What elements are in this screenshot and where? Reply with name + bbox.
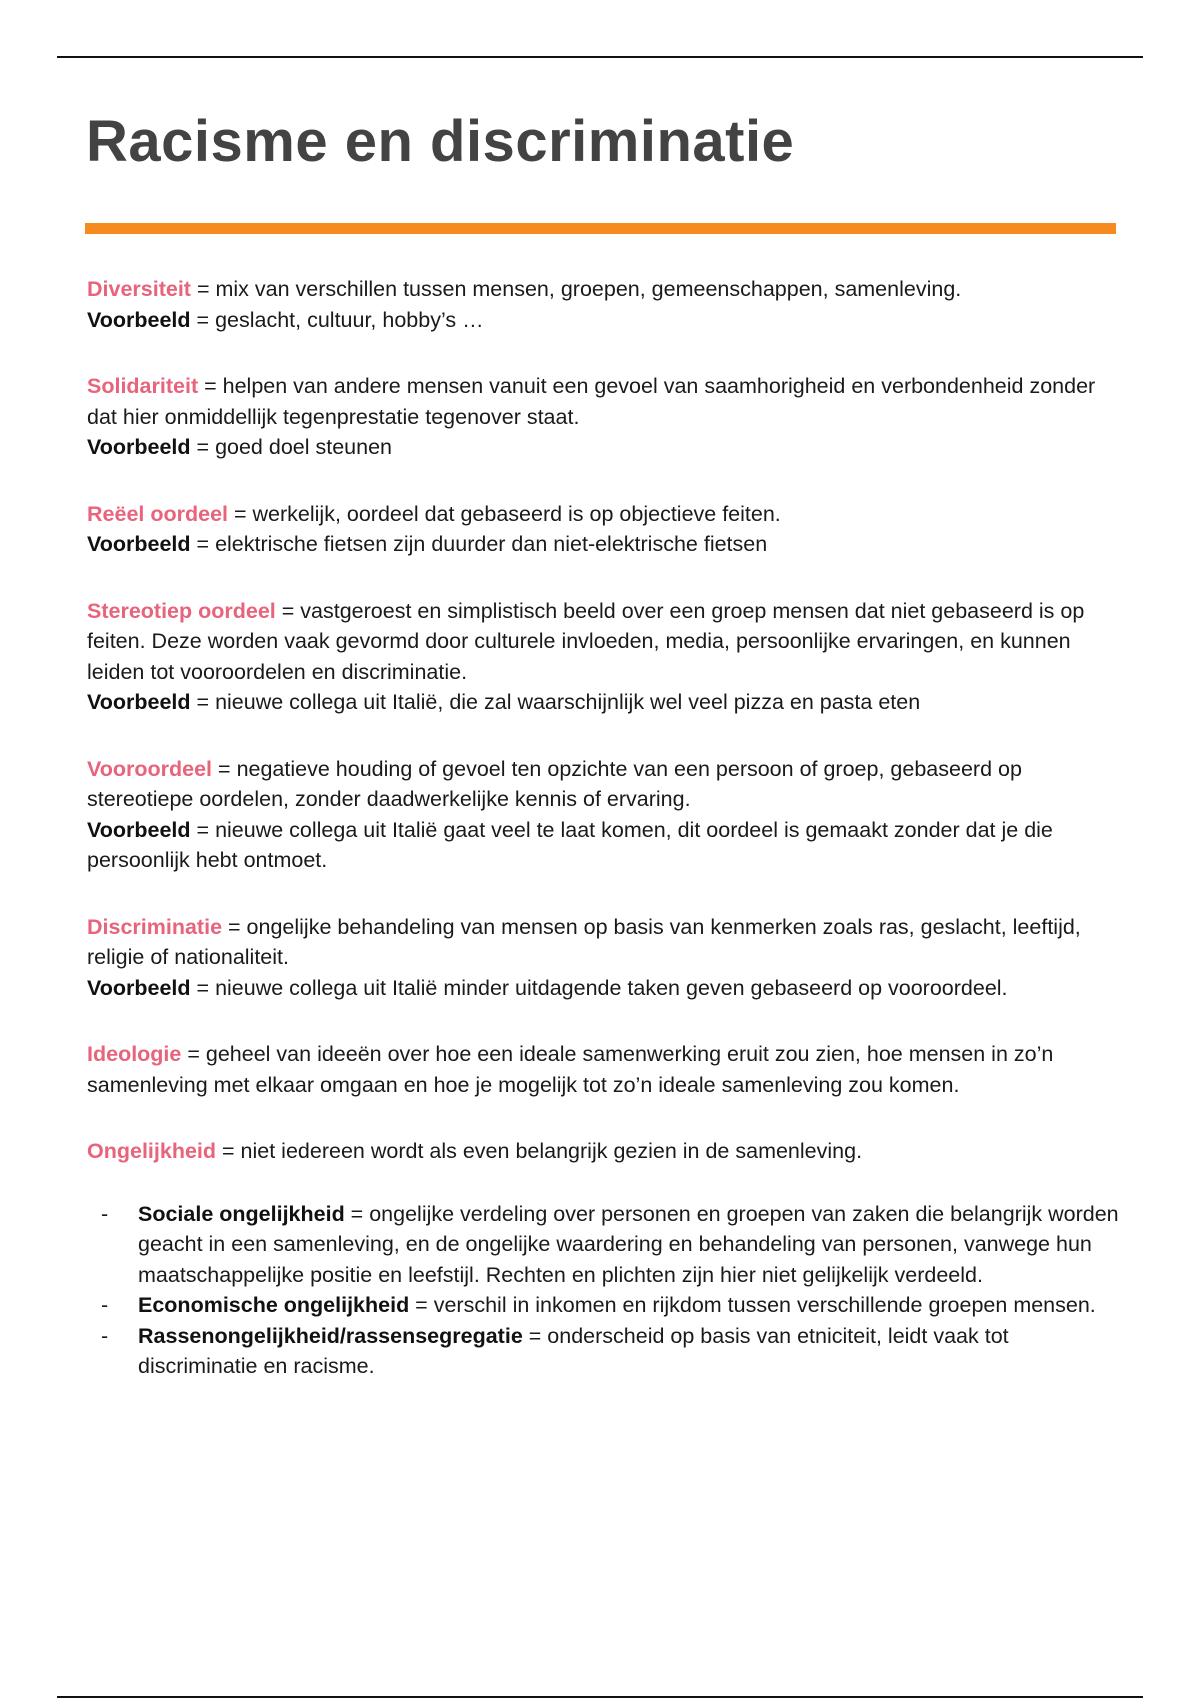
- entry-ideologie: [87, 1039, 1122, 1100]
- example-line: Voorbeeld = nieuwe collega uit Italië minder uitdagende taken geven gebaseerd op vooroordeel.: [87, 975, 1008, 1000]
- example: nieuwe collega uit Italië, die zal waarschijnlijk wel veel pizza en pasta eten: [215, 690, 921, 714]
- example: nieuwe collega uit Italië minder uitdagende taken geven gebaseerd op vooroordeel.: [215, 975, 1008, 1000]
- definition: werkelijk, oordeel dat gebaseerd is op objectieve feiten.: [252, 501, 781, 526]
- bullet-dash: -: [101, 1323, 109, 1348]
- definition: helpen van andere mensen vanuit een gevoel van saamhorigheid en verbondenheid zonder dat hier onmiddellijk tegenprestatie tegenover staat.: [87, 374, 1096, 429]
- definition-line: Ongelijkheid = niet iedereen wordt als even belangrijk gezien in de samenleving.: [87, 1139, 863, 1163]
- entry-discriminatie: [87, 912, 1122, 1004]
- definition-line: Vooroordeel = negatieve houding of gevoel ten opzichte van een persoon of groep, gebaseerd op stereotiepe oordelen, zonder daadwerkelijke kennis of ervaring.: [87, 756, 1022, 811]
- bullet-dash: -: [101, 1201, 109, 1226]
- sub-definition: ongelijke verdeling over personen en groepen van zaken die belangrijk worden geacht in een samenleving, en de ongelijke waardering en behandeling van personen, vanwege hun maatschappelijke positie en leefstijl. Rechten en plichten zijn hier niet gelijkelijk verdeeld.: [138, 1201, 1119, 1287]
- entry-reeel-oordeel: [87, 499, 1122, 560]
- title-underline: [85, 223, 1116, 234]
- term: Stereotiep oordeel: [87, 598, 276, 623]
- inequality-types-list: [87, 1199, 1122, 1382]
- term: Ongelijkheid: [87, 1139, 217, 1163]
- example: nieuwe collega uit Italië gaat veel te laat komen, dit oordeel is gemaakt zonder dat je die persoonlijk hebt ontmoet.: [87, 817, 1053, 872]
- sub-term: Economische ongelijkheid: [138, 1293, 410, 1317]
- entry-ongelijkheid: [87, 1136, 1122, 1382]
- example-label: Voorbeeld: [87, 532, 191, 556]
- sub-term: Rassenongelijkheid/rassensegregatie: [138, 1323, 523, 1348]
- list-item-economische-ongelijkheid: - Economische ongelijkheid = verschil in inkomen en rijkdom tussen verschillende groepen mensen.: [87, 1290, 1122, 1321]
- example-line: Voorbeeld = elektrische fietsen zijn duurder dan niet-elektrische fietsen: [87, 532, 768, 556]
- sub-definition: onderscheid op basis van etniciteit, leidt vaak tot discriminatie en racisme.: [138, 1323, 1009, 1378]
- definition: niet iedereen wordt als even belangrijk gezien in de samenleving.: [240, 1139, 863, 1163]
- example-line: Voorbeeld = goed doel steunen: [87, 435, 392, 459]
- example-label: Voorbeeld: [87, 975, 191, 1000]
- term: Solidariteit: [87, 374, 199, 398]
- example-label: Voorbeeld: [87, 690, 191, 714]
- definition-line: Stereotiep oordeel = vastgeroest en simplistisch beeld over een groep mensen dat niet gebaseerd is op feiten. Deze worden vaak gevormd door culturele invloeden, media, persoonlijke ervaringen, en kunnen leiden tot vooroordelen en discriminatie.: [87, 598, 1085, 684]
- definition-line: Diversiteit = mix van verschillen tussen mensen, groepen, gemeenschappen, samenleving.: [87, 277, 962, 301]
- sub-term: Sociale ongelijkheid: [138, 1201, 345, 1226]
- bullet-dash: -: [101, 1293, 109, 1317]
- term: Discriminatie: [87, 914, 223, 939]
- entry-diversiteit: [87, 274, 1122, 335]
- example-line: Voorbeeld = geslacht, cultuur, hobby’s …: [87, 307, 484, 332]
- example-label: Voorbeeld: [87, 817, 191, 842]
- bottom-rule: [57, 1696, 1143, 1698]
- definition: vastgeroest en simplistisch beeld over een groep mensen dat niet gebaseerd is op feiten. Deze worden vaak gevormd door culturele invloeden, media, persoonlijke ervaringen, en kunnen leiden tot vooroordelen en discriminatie.: [87, 598, 1085, 684]
- list-item-sociale-ongelijkheid: - Sociale ongelijkheid = ongelijke verdeling over personen en groepen van zaken die belangrijk worden geacht in een samenleving, en de ongelijke waardering en behandeling van personen, vanwege hun maatschappelijke positie en leefstijl. Rechten en plichten zijn hier niet gelijkelijk verdeeld.: [87, 1199, 1122, 1291]
- definition-line: Discriminatie = ongelijke behandeling van mensen op basis van kenmerken zoals ras, geslacht, leeftijd, religie of nationaliteit.: [87, 914, 1081, 969]
- example-label: Voorbeeld: [87, 307, 191, 332]
- example: geslacht, cultuur, hobby’s …: [215, 307, 484, 332]
- definition-line: Ideologie = geheel van ideeën over hoe een ideale samenwerking eruit zou zien, hoe mensen in zo’n samenleving met elkaar omgaan en hoe je mogelijk tot zo’n ideale samenleving zou komen.: [87, 1042, 1054, 1097]
- entry-vooroordeel: [87, 754, 1122, 876]
- definition-line: Reëel oordeel = werkelijk, oordeel dat gebaseerd is op objectieve feiten.: [87, 501, 781, 526]
- example: goed doel steunen: [215, 435, 392, 459]
- example-line: Voorbeeld = nieuwe collega uit Italië gaat veel te laat komen, dit oordeel is gemaakt zonder dat je die persoonlijk hebt ontmoet.: [87, 817, 1053, 872]
- definition: geheel van ideeën over hoe een ideale samenwerking eruit zou zien, hoe mensen in zo’n samenleving met elkaar omgaan en hoe je mogelijk tot zo’n ideale samenleving zou komen.: [87, 1042, 1054, 1097]
- example-label: Voorbeeld: [87, 435, 191, 459]
- definition-line: Solidariteit = helpen van andere mensen vanuit een gevoel van saamhorigheid en verbondenheid zonder dat hier onmiddellijk tegenprestatie tegenover staat.: [87, 374, 1096, 429]
- entry-solidariteit: [87, 371, 1122, 463]
- sub-definition: verschil in inkomen en rijkdom tussen verschillende groepen mensen.: [433, 1293, 1096, 1317]
- list-item-rassenongelijkheid: - Rassenongelijkheid/rassensegregatie = onderscheid op basis van etniciteit, leidt vaak tot discriminatie en racisme.: [87, 1321, 1122, 1382]
- example: elektrische fietsen zijn duurder dan niet-elektrische fietsen: [215, 532, 768, 556]
- definition: negatieve houding of gevoel ten opzichte van een persoon of groep, gebaseerd op stereotiepe oordelen, zonder daadwerkelijke kennis of ervaring.: [87, 756, 1022, 811]
- term: Vooroordeel: [87, 756, 213, 781]
- entry-stereotiep-oordeel: [87, 596, 1122, 718]
- example-line: Voorbeeld = nieuwe collega uit Italië, die zal waarschijnlijk wel veel pizza en pasta eten: [87, 690, 921, 714]
- term: Ideologie: [87, 1042, 182, 1066]
- page-title: Racisme en discriminatie: [86, 109, 795, 174]
- definition: ongelijke behandeling van mensen op basis van kenmerken zoals ras, geslacht, leeftijd, religie of nationaliteit.: [87, 914, 1081, 969]
- definitions-list: [87, 274, 1122, 1418]
- term: Diversiteit: [87, 277, 191, 301]
- definition: mix van verschillen tussen mensen, groepen, gemeenschappen, samenleving.: [215, 277, 962, 301]
- top-rule: [57, 56, 1143, 58]
- term: Reëel oordeel: [87, 501, 228, 526]
